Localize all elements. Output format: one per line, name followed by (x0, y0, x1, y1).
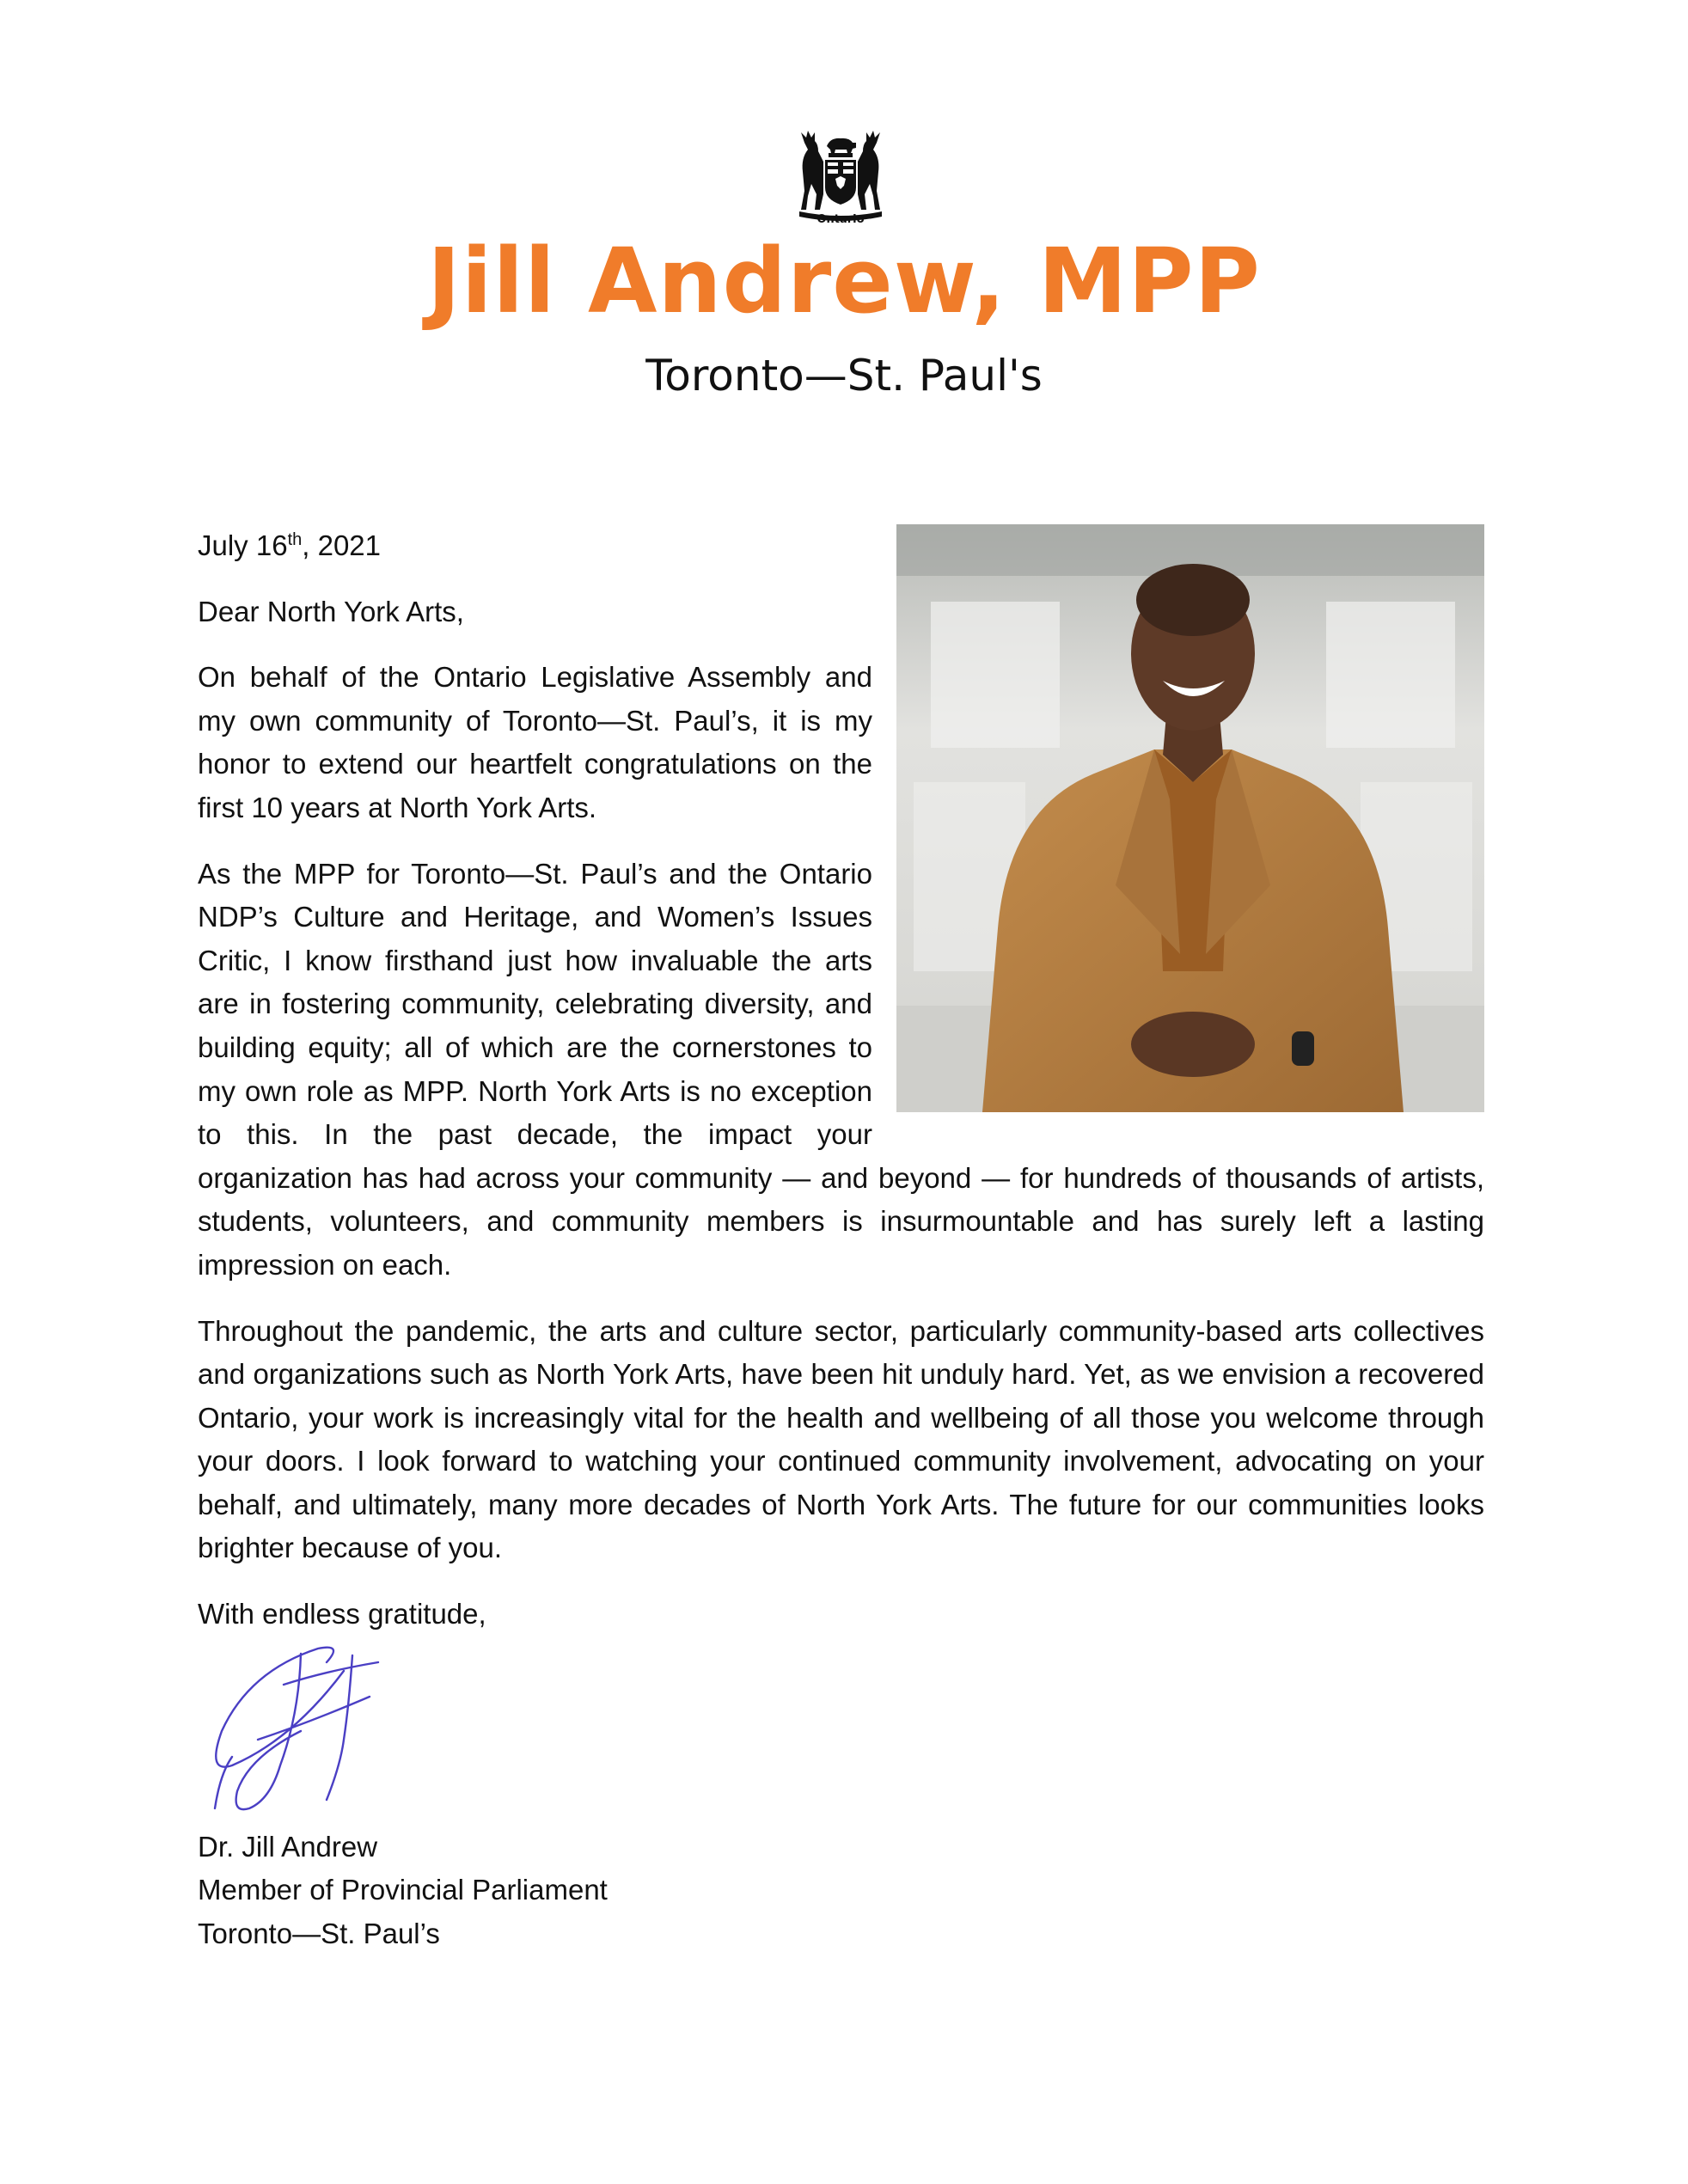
letterhead-riding: Toronto—St. Paul's (645, 351, 1043, 401)
letterhead-name: Jill Andrew, MPP (427, 229, 1261, 333)
letter-date: July 16th, 2021 (198, 529, 381, 561)
ontario-coat-of-arms-icon (792, 127, 889, 227)
signer-name: Dr. Jill Andrew (198, 1830, 378, 1863)
letter-paragraph-2: As the MPP for Toronto—St. Paul’s and the Ontario NDP’s Culture and Heritage, and Women’s Issues Critic, I know firsthand just how invaluable the arts are in fostering community, celebrating diversity, and building equity; all of which are the cornerstones to my own role as MPP. North York Arts is no exception to this. In the past decade, the impact your organization has had across your community — and beyond — for hundreds of thousands of artists, students, volunteers, and community members is insurmountable and has surely left a lasting impression on each. (198, 857, 1484, 1281)
signature-area (198, 1636, 1484, 1826)
signer-title: Member of Provincial Parliament (198, 1874, 608, 1906)
letter-body (198, 524, 1484, 1955)
signer-riding: Toronto—St. Paul’s (198, 1917, 440, 1949)
letter-closing: With endless gratitude, (198, 1598, 486, 1630)
portrait-photo (896, 524, 1484, 1112)
letter-paragraph-1: On behalf of the Ontario Legislative Assembly and my own community of Toronto—St. Paul’s, it is my honor to extend our heartfelt congratulations on the first 10 years at North York Arts. (198, 661, 872, 823)
handwritten-signature-icon (198, 1636, 395, 1826)
letter-greeting: Dear North York Arts, (198, 595, 464, 627)
letter-paragraph-3: Throughout the pandemic, the arts and culture sector, particularly community-based arts collectives and organizations such as North York Arts, have been hit unduly hard. Yet, as we envision a recovered Ontario, your work is increasingly vital for the health and wellbeing of all those you welcome through your doors. I look forward to watching your continued community involvement, advocating on your behalf, and ultimately, many more decades of North York Arts. The future for our communities looks brighter because of you. (198, 1314, 1484, 1564)
crest-label: Ontario (816, 213, 865, 226)
